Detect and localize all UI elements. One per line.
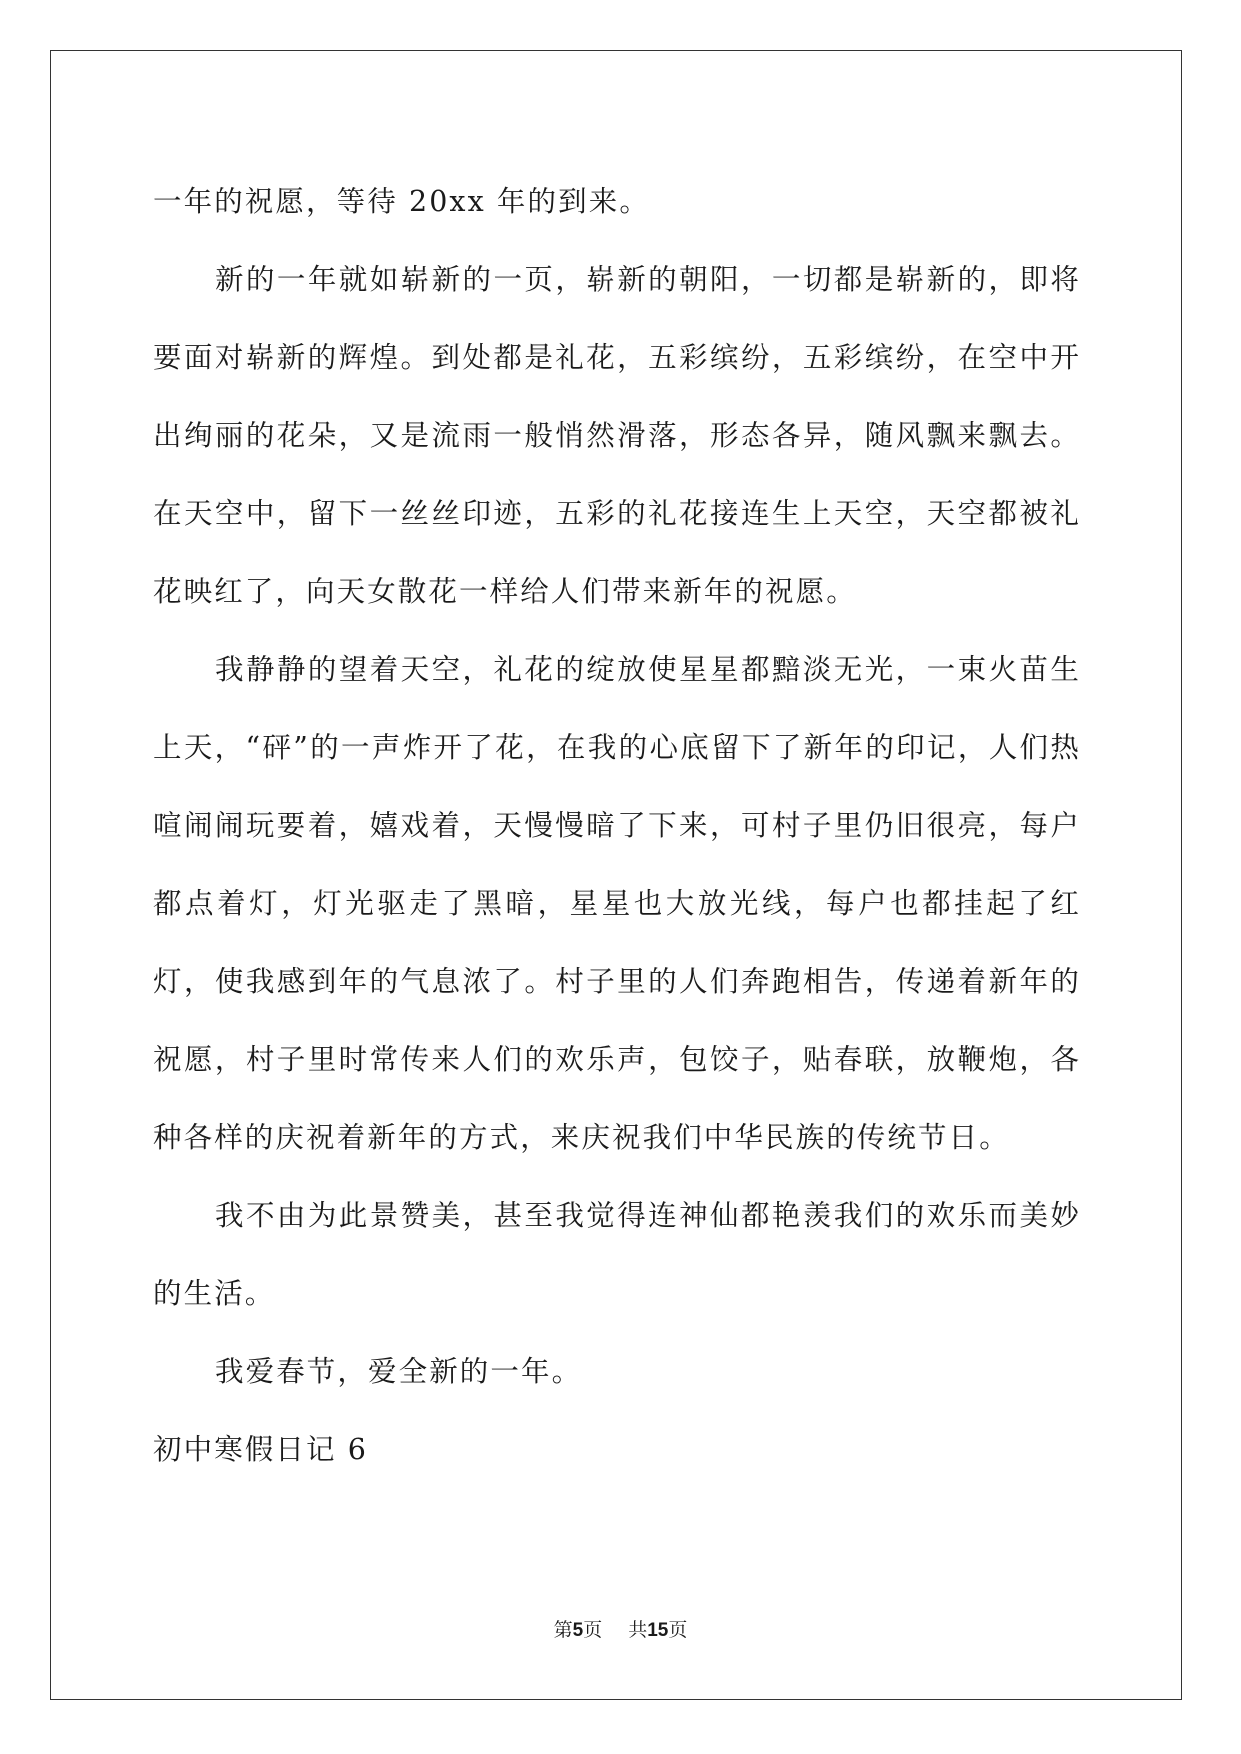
paragraph-2: 新的一年就如崭新的一页，崭新的朝阳，一切都是崭新的，即将要面对崭新的辉煌。到处都是礼花，五彩缤纷，五彩缤纷，在空中开出绚丽的花朵，又是流雨一般悄然滑落，形态各异，随风飘来飘去。在天空中，留下一丝丝印迹，五彩的礼花接连生上天空，天空都被礼花映红了，向天女散花一样给人们带来新年的祝愿。	[153, 263, 1081, 608]
paragraph-5: 我爱春节，爱全新的一年。	[215, 1355, 583, 1388]
document-body	[153, 163, 1081, 1489]
paragraph-3: 我静静的望着天空，礼花的绽放使星星都黯淡无光，一束火苗生上天，“砰”的一声炸开了花，在我的心底留下了新年的印记，人们热喧闹闹玩要着，嬉戏着，天慢慢暗了下来，可村子里仍旧很亮，每户都点着灯，灯光驱走了黑暗，星星也大放光线，每户也都挂起了红灯，使我感到年的气息浓了。村子里的人们奔跑相告，传递着新年的祝愿，村子里时常传来人们的欢乐声，包饺子，贴春联，放鞭炮，各种各样的庆祝着新年的方式，来庆祝我们中华民族的传统节日。	[153, 653, 1081, 1154]
section-heading: 初中寒假日记 6	[153, 1433, 368, 1466]
page-prefix: 第	[553, 1619, 573, 1641]
total-suffix: 页	[668, 1619, 688, 1641]
page-number: 5	[572, 1620, 584, 1641]
total-prefix: 共	[628, 1619, 648, 1641]
paragraph-1: 一年的祝愿，等待 20xx 年的到来。	[153, 185, 650, 218]
paragraph-4: 我不由为此景赞美，甚至我觉得连神仙都艳羡我们的欢乐而美妙的生活。	[153, 1199, 1081, 1310]
page-suffix: 页	[583, 1619, 603, 1641]
page-footer	[0, 1618, 1241, 1643]
total-pages: 15	[647, 1620, 669, 1641]
